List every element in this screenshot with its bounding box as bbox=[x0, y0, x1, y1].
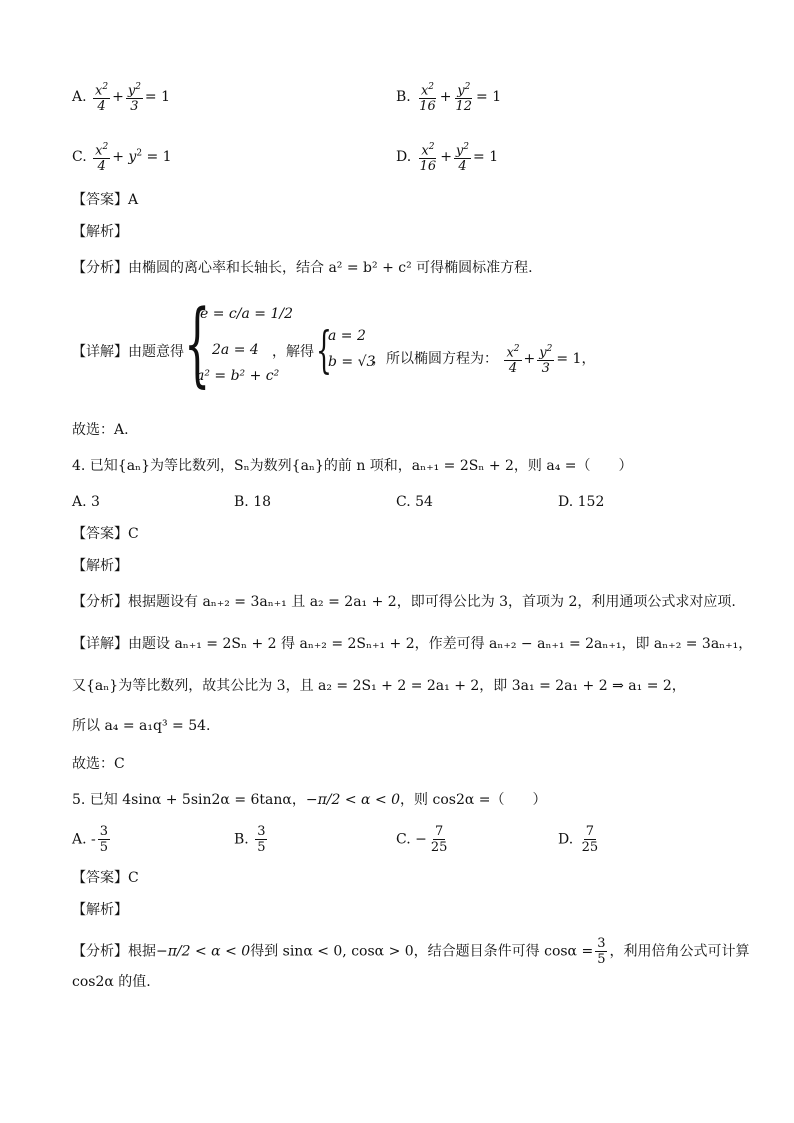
q4-option-d: D. 152 bbox=[558, 494, 605, 510]
q3-option-d: D. $\frac{x^2}{16}$ + $\frac{y^2}{4}$ = 1 bbox=[396, 142, 499, 175]
q5-jiexi: 【解析】 bbox=[72, 902, 128, 918]
q3-option-c: C. $\frac{x^2}{4}$ + $y^2 = 1$ bbox=[72, 142, 172, 175]
fraction: $\frac{y^2}{12}$ bbox=[455, 82, 473, 115]
fraction: $\frac{y^2}{3}$ bbox=[539, 344, 553, 377]
option-label: B. bbox=[396, 89, 411, 106]
fraction: $\frac{3}{5}$ bbox=[99, 824, 109, 855]
left-brace: { bbox=[184, 290, 211, 397]
fraction: $\frac{x^2}{16}$ bbox=[419, 82, 436, 115]
q4-detail-line1: 【详解】由题设 aₙ₊₁ = 2Sₙ + 2 得 aₙ₊₂ = 2Sₙ₊₁ + 2，作差可得 aₙ₊₂ − aₙ₊₁ = 2aₙ₊₁，即 aₙ₊₂ = 3aₙ₊₁， bbox=[72, 636, 753, 652]
fraction: $\frac{3}{5}$ bbox=[597, 936, 606, 967]
fraction: $\frac{y^2}{4}$ bbox=[455, 142, 470, 175]
q5-option-a: A. - $\frac{3}{5}$ bbox=[72, 824, 109, 855]
q3-detail-post: ，所以椭圆方程为： $\frac{x^2}{4}$ + $\frac{y^2}{3}$ = 1， bbox=[372, 344, 596, 377]
q4-option-a: A. 3 bbox=[72, 494, 100, 510]
sys1-line2: 2a = 4 bbox=[212, 342, 259, 358]
fraction: $\frac{x^2}{4}$ bbox=[95, 142, 109, 175]
q4-choose: 故选：C bbox=[72, 756, 125, 772]
q3-jiexi: 【解析】 bbox=[72, 224, 128, 240]
sys2-line2: b = √3 bbox=[328, 354, 376, 370]
q3-option-a: A. $\frac{x^2}{4}$ + $\frac{y^2}{3}$ = 1 bbox=[72, 82, 171, 115]
q4-jiexi: 【解析】 bbox=[72, 558, 128, 574]
q4-option-c: C. 54 bbox=[396, 494, 433, 510]
fraction: $\frac{3}{5}$ bbox=[257, 824, 266, 855]
fraction: $\frac{x^2}{4}$ bbox=[95, 82, 109, 115]
q5-option-b: B. $\frac{3}{5}$ bbox=[234, 824, 266, 855]
option-label: C. bbox=[72, 149, 87, 166]
q3-option-b: B. $\frac{x^2}{16}$ + $\frac{y^2}{12}$ = 1 bbox=[396, 82, 502, 115]
sys1-line1: e = c/a = 1/2 bbox=[200, 306, 293, 322]
q4-stem: 4. 已知{aₙ}为等比数列，Sₙ为数列{aₙ}的前 n 项和，aₙ₊₁ = 2Sₙ + 2，则 a₄ =（ ） bbox=[72, 458, 633, 474]
q4-detail-line2: 又{aₙ}为等比数列，故其公比为 3，且 a₂ = 2S₁ + 2 = 2a₁ + 2，即 3a₁ = 2a₁ + 2 ⇒ a₁ = 2， bbox=[72, 678, 686, 694]
q4-analysis: 【分析】根据题设有 aₙ₊₂ = 3aₙ₊₁ 且 a₂ = 2a₁ + 2，即可得公比为 3，首项为 2，利用通项公式求对应项. bbox=[72, 594, 736, 610]
option-label: D. bbox=[396, 149, 412, 166]
q5-analysis-line1: 【分析】根据−π/2 < α < 0得到 sinα < 0, cosα > 0，结合题目条件可得 cosα = $\frac{3}{5}$ ，利用倍角公式可计算 bbox=[72, 936, 750, 967]
option-label: A. bbox=[72, 89, 87, 106]
fraction: $\frac{7}{25}$ bbox=[581, 824, 599, 855]
fraction: $\frac{x^2}{16}$ bbox=[419, 142, 437, 175]
left-brace: { bbox=[316, 321, 332, 379]
q5-answer: 【答案】C bbox=[72, 870, 139, 886]
q4-option-b: B. 18 bbox=[234, 494, 272, 510]
sys1-line3: a² = b² + c² bbox=[196, 368, 280, 384]
q3-choose: 故选：A. bbox=[72, 422, 129, 438]
q5-stem: 5. 已知 4sinα + 5sin2α = 6tanα，−π/2 < α < 0，则 cos2α =（ ） bbox=[72, 792, 547, 808]
fraction: $\frac{x^2}{4}$ bbox=[506, 344, 520, 377]
fraction: $\frac{y^2}{3}$ bbox=[127, 82, 141, 115]
q5-option-d: D. $\frac{7}{25}$ bbox=[558, 824, 599, 855]
q4-answer: 【答案】C bbox=[72, 526, 139, 542]
q3-analysis: 【分析】由椭圆的离心率和长轴长，结合 a² = b² + c² 可得椭圆标准方程. bbox=[72, 260, 533, 276]
q5-analysis-line2: cos2α 的值. bbox=[72, 974, 151, 990]
q3-detail-mid: ，解得 bbox=[272, 344, 314, 360]
fraction: $\frac{7}{25}$ bbox=[430, 824, 448, 855]
sys2-line1: a = 2 bbox=[328, 328, 366, 344]
q5-option-c: C. − $\frac{7}{25}$ bbox=[396, 824, 448, 855]
q3-answer: 【答案】A bbox=[72, 192, 139, 208]
q4-detail-line3: 所以 a₄ = a₁q³ = 54. bbox=[72, 718, 211, 734]
q3-detail-label: 【详解】由题意得 bbox=[72, 344, 184, 360]
